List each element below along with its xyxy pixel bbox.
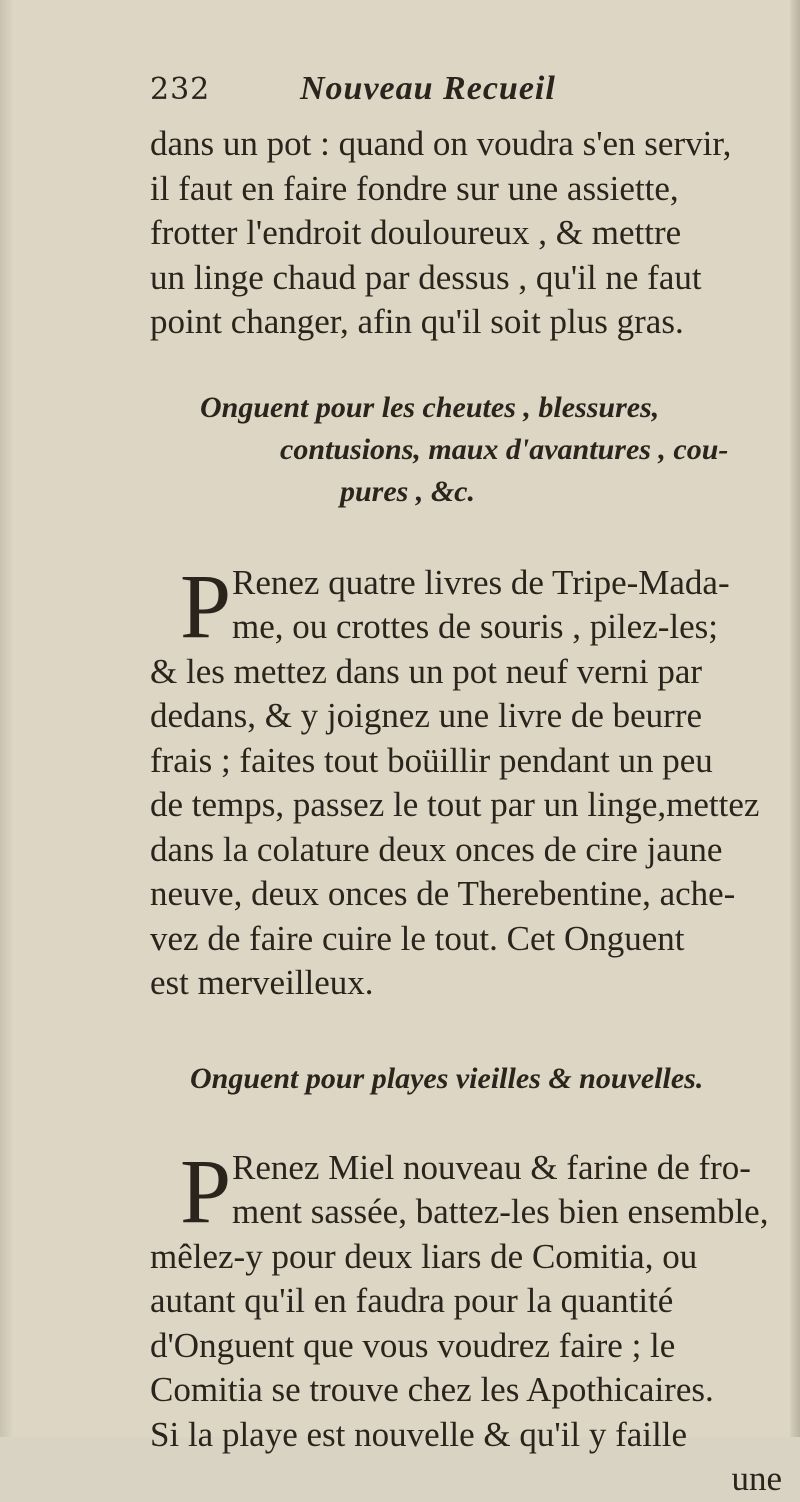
opening-paragraph — [150, 122, 790, 345]
text-line: & les mettez dans un pot neuf verni par — [150, 651, 703, 691]
heading-line: Onguent pour les cheutes , blessures, — [200, 390, 660, 424]
text-line: un linge chaud par dessus , qu'il ne faut — [150, 257, 702, 297]
text-line: point changer, afin qu'il soit plus gras. — [150, 302, 684, 341]
heading-line: Onguent pour playes vieilles & nouvelles. — [190, 1061, 704, 1095]
text-block — [150, 70, 790, 1502]
text-line: autant qu'il en faudra pour la quantité — [150, 1281, 674, 1320]
page-number: 232 — [150, 72, 211, 107]
text-line: il faut en faire fondre sur une assiette, — [150, 168, 679, 208]
text-line: dans la colature deux onces de cire jaune — [150, 829, 723, 869]
text-line: frais ; faites tout boüillir pendant un peu — [150, 740, 713, 780]
page-header — [150, 70, 790, 122]
text-line: Si la playe est nouvelle & qu'il y faille — [150, 1414, 688, 1454]
running-title: Nouveau Recueil — [300, 70, 556, 107]
text-line: est merveilleux. — [150, 963, 374, 1002]
text-line: Renez Miel nouveau & farine de fro- — [232, 1147, 751, 1187]
page-gutter-shadow — [0, 0, 14, 1437]
drop-cap: P — [180, 554, 232, 657]
drop-cap: P — [180, 1139, 232, 1242]
section-heading — [150, 1058, 790, 1100]
text-line: de temps, passez le tout par un linge,mettez — [150, 785, 760, 824]
text-line: me, ou crottes de souris , pilez-les; — [232, 607, 718, 646]
recipe-paragraph — [150, 554, 790, 1006]
text-line: d'Onguent que vous voudrez faire ; le — [150, 1325, 676, 1365]
text-line: mêlez-y pour deux liars de Comitia, ou — [150, 1236, 698, 1276]
text-line: frotter l'endroit douloureux , & mettre — [150, 213, 682, 252]
text-line: dedans, & y joignez une livre de beurre — [150, 696, 703, 735]
text-line: Renez quatre livres de Tripe-Mada- — [232, 562, 730, 602]
page-edge-shadow — [790, 0, 800, 1437]
heading-line: contusions, maux d'avantures , cou- — [280, 432, 729, 466]
text-line: neuve, deux onces de Therebentine, ache- — [150, 874, 736, 913]
recipe-paragraph — [150, 1139, 790, 1502]
section-heading — [150, 387, 790, 513]
text-line: dans un pot : quand on voudra s'en servir, — [150, 124, 732, 163]
text-line: Comitia se trouve chez les Apothicaires. — [150, 1370, 714, 1409]
catchword: une — [731, 1459, 782, 1498]
text-line: ment sassée, battez-les bien ensemble, — [232, 1192, 769, 1231]
text-line: vez de faire cuire le tout. Cet Onguent — [150, 918, 685, 958]
heading-line: pures , &c. — [340, 474, 475, 508]
